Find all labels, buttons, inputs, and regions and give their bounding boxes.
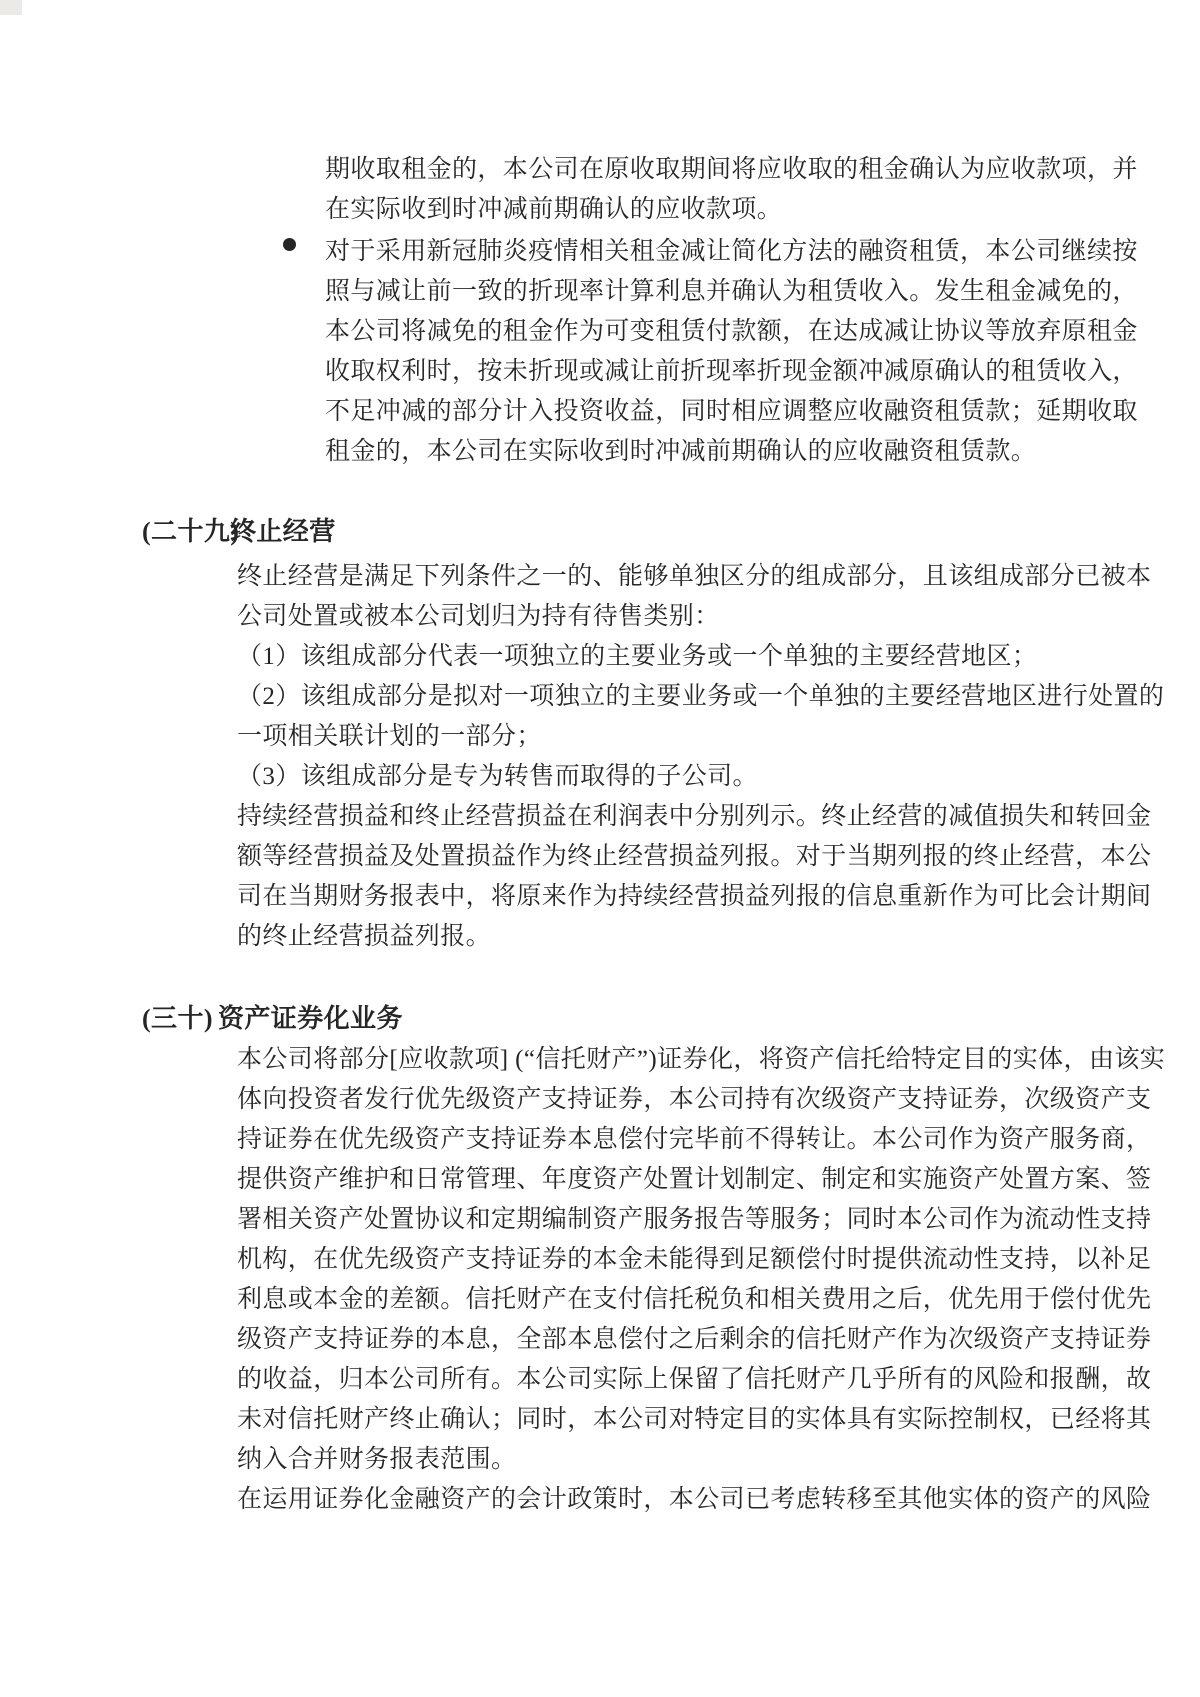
paragraph-lease-receivable-continuation <box>325 150 1138 230</box>
text-line: 署相关资产处置协议和定期编制资产服务报告等服务；同时本公司作为流动性支持 <box>237 1206 1152 1233</box>
text-line: 收取权利时，按未折现或减让前折现率折现金额冲减原确认的租赁收入， <box>325 358 1138 385</box>
text-line: 在运用证券化金融资产的会计政策时，本公司已考虑转移至其他实体的资产的风险 <box>237 1486 1152 1513</box>
text-line: 对于采用新冠肺炎疫情相关租金减让简化方法的融资租赁，本公司继续按 <box>325 238 1138 265</box>
section-title: 终止经营 <box>230 517 336 546</box>
text-line: 在实际收到时冲减前期确认的应收款项。 <box>325 196 783 223</box>
section-number: (三十) <box>142 1004 213 1033</box>
section-title: 资产证券化业务 <box>218 1004 403 1033</box>
text-line: 照与减让前一致的折现率计算利息并确认为租赁收入。发生租金减免的， <box>325 278 1138 305</box>
text-line: （3）该组成部分是专为转售而取得的子公司。 <box>237 763 758 790</box>
text-line: 持续经营损益和终止经营损益在利润表中分别列示。终止经营的减值损失和转回金 <box>237 803 1152 830</box>
section-29-paragraph <box>237 557 1164 957</box>
text-line: （1）该组成部分代表一项独立的主要业务或一个单独的主要经营地区； <box>237 643 1038 670</box>
section-header-29 <box>142 512 336 552</box>
section-header-30 <box>142 999 403 1039</box>
text-line: 体向投资者发行优先级资产支持证券，本公司持有次级资产支持证券，次级资产支 <box>237 1086 1152 1113</box>
section-30-paragraph <box>237 1040 1165 1520</box>
text-line: 一项相关联计划的一部分； <box>237 723 542 750</box>
text-line: 本公司将减免的租金作为可变租赁付款额，在达成减让协议等放弃原租金 <box>325 318 1138 345</box>
text-line: 机构，在优先级资产支持证券的本金未能得到足额偿付时提供流动性支持，以补足 <box>237 1246 1152 1273</box>
text-line: （2）该组成部分是拟对一项独立的主要业务或一个单独的主要经营地区进行处置的 <box>237 683 1165 710</box>
text-line: 租金的，本公司在实际收到时冲减前期确认的应收融资租赁款。 <box>325 438 1037 465</box>
text-line: 未对信托财产终止确认；同时，本公司对特定目的实体具有实际控制权，已经将其 <box>237 1406 1152 1433</box>
text-line: 的收益，归本公司所有。本公司实际上保留了信托财产几乎所有的风险和报酬，故 <box>237 1366 1152 1393</box>
text-line: 不足冲减的部分计入投资收益，同时相应调整应收融资租赁款；延期收取 <box>325 398 1138 425</box>
section-number: (二十九) <box>142 517 240 546</box>
text-line: 终止经营是满足下列条件之一的、能够单独区分的组成部分，且该组成部分已被本 <box>237 563 1152 590</box>
text-line: 额等经营损益及处置损益作为终止经营损益列报。对于当期列报的终止经营，本公 <box>237 843 1152 870</box>
text-line: 级资产支持证券的本息，全部本息偿付之后剩余的信托财产作为次级资产支持证券 <box>237 1326 1152 1353</box>
bullet-item-covid-rent-concession <box>325 232 1138 472</box>
scan-corner-artifact <box>0 0 22 15</box>
text-line: 本公司将部分[应收款项] (“信托财产”)证券化，将资产信托给特定目的实体，由该实 <box>237 1046 1166 1073</box>
bullet-icon <box>283 238 296 251</box>
text-line: 期收取租金的，本公司在原收取期间将应收取的租金确认为应收款项，并 <box>325 156 1138 183</box>
text-line: 公司处置或被本公司划归为持有待售类别： <box>237 603 720 630</box>
text-line: 提供资产维护和日常管理、年度资产处置计划制定、制定和实施资产处置方案、签 <box>237 1166 1152 1193</box>
text-line: 利息或本金的差额。信托财产在支付信托税负和相关费用之后，优先用于偿付优先 <box>237 1286 1152 1313</box>
text-line: 纳入合并财务报表范围。 <box>237 1446 517 1473</box>
text-line: 持证券在优先级资产支持证券本息偿付完毕前不得转让。本公司作为资产服务商， <box>237 1126 1152 1153</box>
text-line: 司在当期财务报表中，将原来作为持续经营损益列报的信息重新作为可比会计期间 <box>237 883 1152 910</box>
text-line: 的终止经营损益列报。 <box>237 923 492 950</box>
